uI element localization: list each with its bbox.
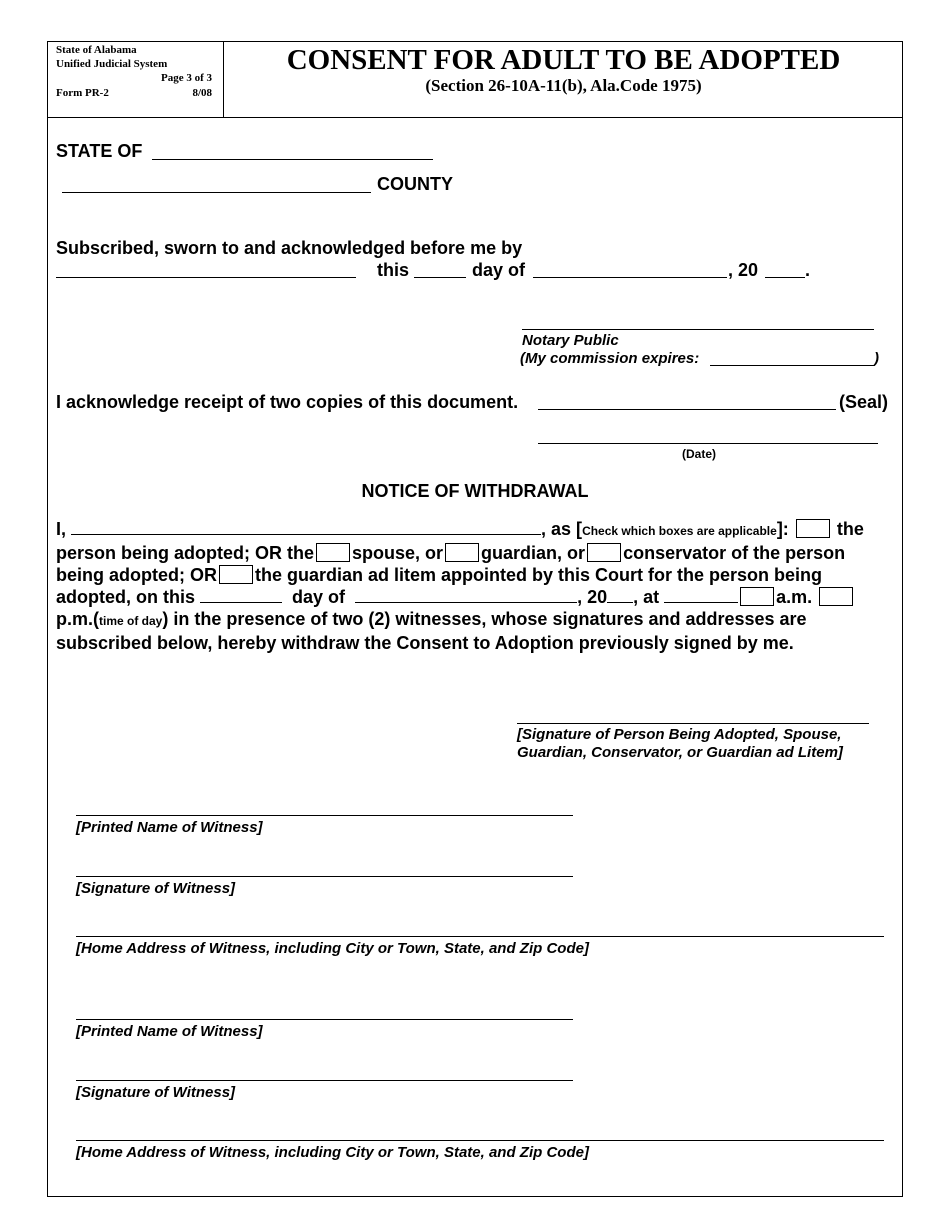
subscriber-name-field[interactable] xyxy=(56,277,356,278)
line6-text: subscribed below, hereby withdraw the Consent to Adoption previously signed by me. xyxy=(56,633,794,653)
witness2-address-label: [Home Address of Witness, including City or Town, State, and Zip Code] xyxy=(76,1144,589,1161)
notary-public-label: Notary Public xyxy=(522,332,619,349)
line2-text-d: conservator of the person xyxy=(623,543,846,563)
commission-expires-field[interactable] xyxy=(710,365,874,366)
bracket-close: ]: xyxy=(776,519,789,539)
witness2-signature-label: [Signature of Witness] xyxy=(76,1084,236,1101)
line3-text-a: being adopted; OR xyxy=(56,565,217,585)
form-number: Form PR-2 xyxy=(56,87,109,99)
witness1-printed-name-label: [Printed Name of Witness] xyxy=(76,819,263,836)
line4-text-c: , 20 xyxy=(577,587,608,607)
withdrawal-month-field[interactable] xyxy=(355,587,577,603)
notary-signature-line[interactable] xyxy=(522,329,874,330)
state-label: STATE OF xyxy=(56,141,143,161)
guardian-ad-litem-checkbox[interactable] xyxy=(219,565,253,584)
receipt-date-field[interactable] xyxy=(538,443,878,444)
line2-text-c: guardian, or xyxy=(481,543,586,563)
i-label: I, xyxy=(56,519,67,539)
this-label: this xyxy=(377,260,410,280)
line4-text-b: day of xyxy=(292,587,346,607)
county-field[interactable] xyxy=(62,192,371,193)
org-line-1: State of Alabama xyxy=(56,44,137,56)
the-label: the xyxy=(836,519,864,539)
day-of-label: day of xyxy=(472,260,526,280)
person-adopted-checkbox[interactable] xyxy=(796,519,830,538)
header-divider xyxy=(47,117,903,118)
form-date: 8/08 xyxy=(192,87,212,99)
am-checkbox[interactable] xyxy=(740,587,774,606)
receipt-signature-field[interactable] xyxy=(538,409,836,410)
year-prefix: , 20 xyxy=(728,260,759,280)
seal-label: (Seal) xyxy=(839,392,889,412)
am-label: a.m. xyxy=(776,587,813,607)
witness1-signature-field[interactable] xyxy=(76,876,573,877)
witness2-signature-field[interactable] xyxy=(76,1080,573,1081)
withdrawal-line-2 xyxy=(56,542,896,564)
guardian-checkbox[interactable] xyxy=(445,543,479,562)
line4-text-d: , at xyxy=(633,587,660,607)
state-field[interactable] xyxy=(152,159,433,160)
spouse-checkbox[interactable] xyxy=(316,543,350,562)
withdrawal-year-field[interactable] xyxy=(607,587,633,603)
month-field[interactable] xyxy=(533,277,727,278)
person-signature-caption-1: [Signature of Person Being Adopted, Spouse, xyxy=(517,726,842,743)
witness1-signature-label: [Signature of Witness] xyxy=(76,880,236,897)
person-signature-line[interactable] xyxy=(517,723,869,724)
line4-text-a: adopted, on this xyxy=(56,587,195,607)
person-signature-caption-2: Guardian, Conservator, or Guardian ad Litem] xyxy=(517,744,843,761)
time-of-day-label: time of day xyxy=(99,614,163,628)
form-title: CONSENT FOR ADULT TO BE ADOPTED xyxy=(286,44,841,76)
withdrawal-line-5 xyxy=(56,608,896,632)
subscribed-text: Subscribed, sworn to and acknowledged before me by xyxy=(56,238,523,258)
withdrawal-line-3 xyxy=(56,564,896,586)
withdrawal-heading: NOTICE OF WITHDRAWAL xyxy=(361,481,589,501)
withdrawal-line-4 xyxy=(56,586,896,608)
period: . xyxy=(805,260,811,280)
line3-text-b: the guardian ad litem appointed by this Court for the person being xyxy=(255,565,823,585)
org-line-2: Unified Judicial System xyxy=(56,58,168,70)
year-field[interactable] xyxy=(765,277,805,278)
withdrawal-paragraph xyxy=(56,518,896,654)
witness2-printed-name-label: [Printed Name of Witness] xyxy=(76,1023,263,1040)
check-instruction: Check which boxes are applicable xyxy=(582,524,777,538)
page-number: Page 3 of 3 xyxy=(160,72,212,84)
withdrawal-line-1 xyxy=(56,518,896,542)
line5-text: ) in the presence of two (2) witnesses, whose signatures and addresses are xyxy=(162,609,807,629)
line2-text-a: person being adopted; OR the xyxy=(56,543,315,563)
pm-checkbox[interactable] xyxy=(819,587,853,606)
pm-label: p.m.( xyxy=(56,609,99,629)
withdrawal-time-field[interactable] xyxy=(664,587,738,603)
witness1-address-label: [Home Address of Witness, including City or Town, State, and Zip Code] xyxy=(76,940,589,957)
witness2-address-field[interactable] xyxy=(76,1140,884,1141)
county-label: COUNTY xyxy=(377,174,453,194)
commission-label: (My commission expires: xyxy=(520,350,700,367)
witness1-address-field[interactable] xyxy=(76,936,884,937)
witness2-printed-name-field[interactable] xyxy=(76,1019,573,1020)
conservator-checkbox[interactable] xyxy=(587,543,621,562)
commission-close: ) xyxy=(874,350,879,367)
day-field[interactable] xyxy=(414,277,466,278)
line2-text-b: spouse, or xyxy=(352,543,444,563)
withdrawal-line-6 xyxy=(56,632,896,654)
witness1-printed-name-field[interactable] xyxy=(76,815,573,816)
receipt-text: I acknowledge receipt of two copies of this document. xyxy=(56,392,519,412)
date-caption: (Date) xyxy=(681,447,716,461)
withdrawal-day-field[interactable] xyxy=(200,587,282,603)
form-subtitle: (Section 26-10A-11(b), Ala.Code 1975) xyxy=(425,76,702,95)
as-label: , as [ xyxy=(541,519,583,539)
withdrawer-name-field[interactable] xyxy=(71,519,541,535)
